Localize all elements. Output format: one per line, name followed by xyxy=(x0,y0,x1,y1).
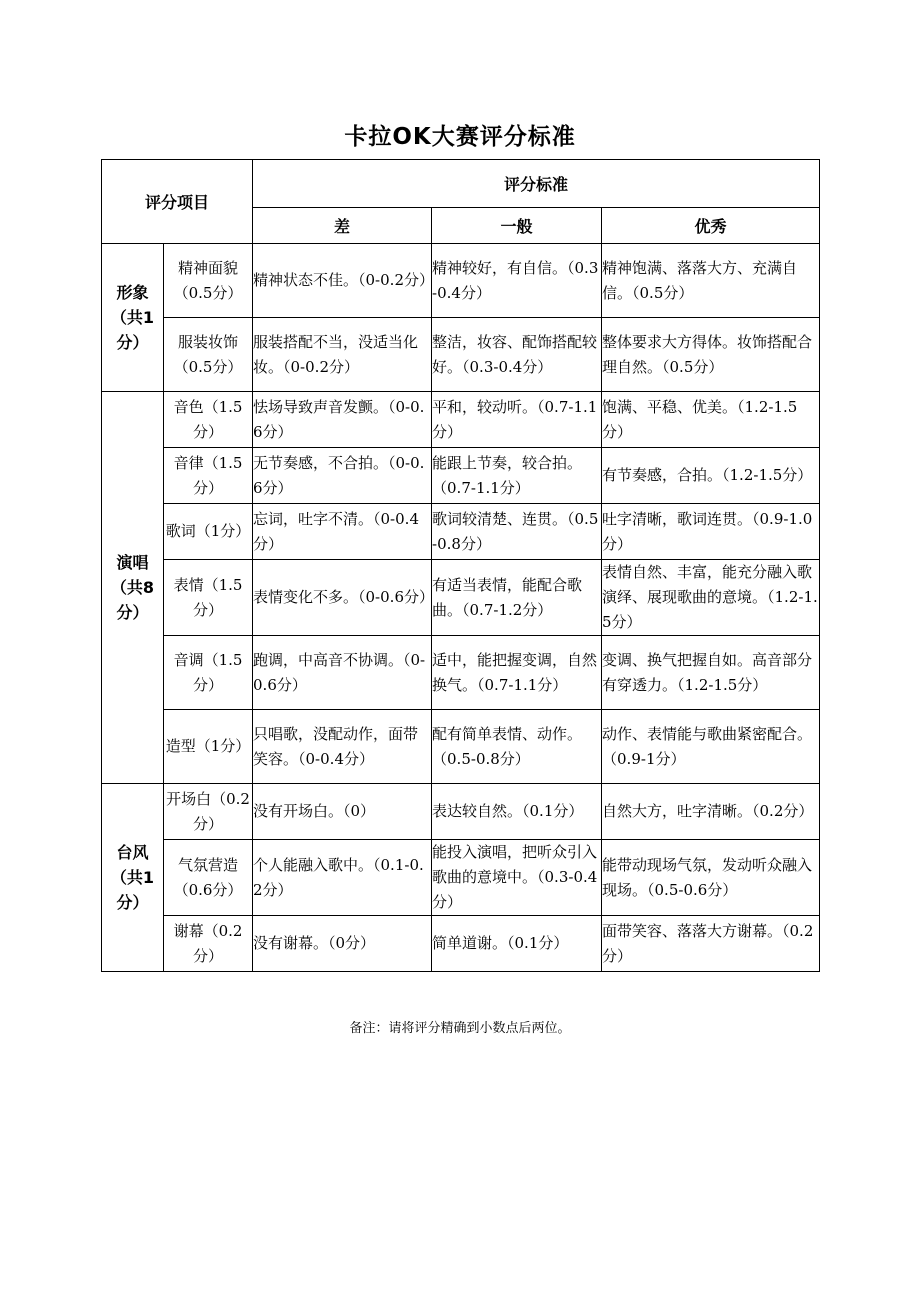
good-cell: 吐字清晰，歌词连贯。（0.9-1.0分） xyxy=(602,504,820,560)
fair-cell: 有适当表情，能配合歌曲。（0.7-1.2分） xyxy=(432,560,602,636)
header-item-col: 评分项目 xyxy=(102,160,253,244)
item-cell: 开场白（0.2分） xyxy=(164,784,253,840)
poor-cell: 没有谢幕。（0分） xyxy=(253,916,432,972)
table-row xyxy=(102,840,820,916)
header-level-fair: 一般 xyxy=(432,208,602,244)
table-row xyxy=(102,318,820,392)
header-criteria: 评分标准 xyxy=(253,160,820,208)
table-row xyxy=(102,710,820,784)
good-cell: 自然大方，吐字清晰。（0.2分） xyxy=(602,784,820,840)
table-row xyxy=(102,244,820,318)
item-cell: 谢幕（0.2分） xyxy=(164,916,253,972)
table-row xyxy=(102,636,820,710)
poor-cell: 服装搭配不当，没适当化妆。（0-0.2分） xyxy=(253,318,432,392)
good-cell: 变调、换气把握自如。高音部分有穿透力。（1.2-1.5分） xyxy=(602,636,820,710)
good-cell: 表情自然、丰富，能充分融入歌演绎、展现歌曲的意境。（1.2-1.5分） xyxy=(602,560,820,636)
fair-cell: 平和，较动听。（0.7-1.1分） xyxy=(432,392,602,448)
fair-cell: 适中，能把握变调，自然换气。（0.7-1.1分） xyxy=(432,636,602,710)
good-cell: 面带笑容、落落大方谢幕。（0.2分） xyxy=(602,916,820,972)
poor-cell: 跑调，中高音不协调。（0-0.6分） xyxy=(253,636,432,710)
good-cell: 整体要求大方得体。妆饰搭配合理自然。（0.5分） xyxy=(602,318,820,392)
page-title: 卡拉OK大赛评分标准 xyxy=(344,124,576,150)
table-row xyxy=(102,504,820,560)
scoring-table xyxy=(101,159,820,972)
good-cell: 精神饱满、落落大方、充满自信。（0.5分） xyxy=(602,244,820,318)
poor-cell: 没有开场白。（0） xyxy=(253,784,432,840)
item-cell: 气氛营造（0.6分） xyxy=(164,840,253,916)
item-cell: 音调（1.5分） xyxy=(164,636,253,710)
item-cell: 精神面貌（0.5分） xyxy=(164,244,253,318)
item-cell: 歌词（1分） xyxy=(164,504,253,560)
fair-cell: 配有简单表情、动作。（0.5-0.8分） xyxy=(432,710,602,784)
fair-cell: 精神较好，有自信。（0.3-0.4分） xyxy=(432,244,602,318)
good-cell: 饱满、平稳、优美。（1.2-1.5分） xyxy=(602,392,820,448)
fair-cell: 能投入演唱，把听众引入歌曲的意境中。（0.3-0.4分） xyxy=(432,840,602,916)
header-level-poor: 差 xyxy=(253,208,432,244)
poor-cell: 忘词，吐字不清。（0-0.4分） xyxy=(253,504,432,560)
table-row xyxy=(102,560,820,636)
good-cell: 动作、表情能与歌曲紧密配合。（0.9-1分） xyxy=(602,710,820,784)
fair-cell: 整洁，妆容、配饰搭配较好。（0.3-0.4分） xyxy=(432,318,602,392)
fair-cell: 歌词较清楚、连贯。（0.5-0.8分） xyxy=(432,504,602,560)
poor-cell: 表情变化不多。（0-0.6分） xyxy=(253,560,432,636)
poor-cell: 怯场导致声音发颤。（0-0.6分） xyxy=(253,392,432,448)
table-row xyxy=(102,916,820,972)
fair-cell: 简单道谢。（0.1分） xyxy=(432,916,602,972)
item-cell: 表情（1.5分） xyxy=(164,560,253,636)
table-row xyxy=(102,784,820,840)
good-cell: 能带动现场气氛，发动听众融入现场。（0.5-0.6分） xyxy=(602,840,820,916)
poor-cell: 只唱歌，没配动作，面带笑容。（0-0.4分） xyxy=(253,710,432,784)
item-cell: 音律（1.5分） xyxy=(164,448,253,504)
table-row xyxy=(102,448,820,504)
fair-cell: 表达较自然。（0.1分） xyxy=(432,784,602,840)
footnote: 备注：请将评分精确到小数点后两位。 xyxy=(349,1021,571,1036)
category-cell: 形象（共1分） xyxy=(102,244,164,392)
poor-cell: 精神状态不佳。（0-0.2分） xyxy=(253,244,432,318)
category-cell: 演唱（共8分） xyxy=(102,392,164,784)
fair-cell: 能跟上节奏，较合拍。（0.7-1.1分） xyxy=(432,448,602,504)
good-cell: 有节奏感，合拍。（1.2-1.5分） xyxy=(602,448,820,504)
poor-cell: 无节奏感，不合拍。（0-0.6分） xyxy=(253,448,432,504)
header-level-good: 优秀 xyxy=(602,208,820,244)
category-cell: 台风（共1分） xyxy=(102,784,164,972)
item-cell: 服装妆饰（0.5分） xyxy=(164,318,253,392)
item-cell: 造型（1分） xyxy=(164,710,253,784)
poor-cell: 个人能融入歌中。（0.1-0.2分） xyxy=(253,840,432,916)
item-cell: 音色（1.5分） xyxy=(164,392,253,448)
table-row xyxy=(102,392,820,448)
